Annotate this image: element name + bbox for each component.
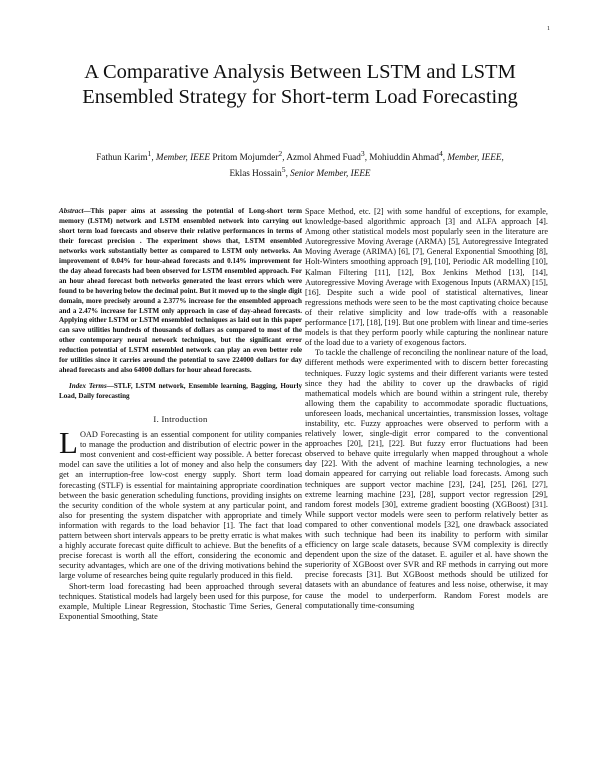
- author-3: Azmol Ahmed Fuad$^3$,: [286, 149, 367, 163]
- right-column: [305, 207, 548, 611]
- author-name: Fathun Karim: [96, 152, 148, 163]
- author-name: Eklas Hossain: [229, 167, 282, 178]
- index-terms-text: —STLF, LSTM network, Ensemble learning, Bagging, Hourly Load, Daily forecasting: [59, 382, 302, 401]
- drop-cap: L: [59, 425, 78, 461]
- right-paragraph-1: Space Method, etc. [2] with some handful of exceptions, for example, knowledge-based algorithmic approach [3] and ALFA approach [4]. Among other statistical models most popularly seen in the literature are Autoregressive Moving Average (ARMA) [5], Autoregressive Integrated Moving Average (ARIMA) [6], [7], General Exponential Smoothing [8], Holt-Winters smoothing approach [9], [10], Periodic AR modelling [10], Kalman Filtering [11], [12], Box Jenkins Method [13], [14], Autoregressive Moving Average with Exogenous Inputs (ARMAX) [15], [16]. Despite such a wide pool of statistical alternatives, linear regressions methods were seen to be the most captivating choice because of their relative simplicity and low trade-offs with a reasonable performance [17], [18], [19]. But one problem with linear and time-series models is that they perform poorly while capturing the nonlinear nature of the load due to a variety of exogenous factors.: [305, 207, 548, 348]
- intro-paragraph-1: [59, 425, 302, 581]
- section-heading-introduction: I. Introduction: [153, 414, 208, 425]
- paper-title: A Comparative Analysis Between LSTM and LSTM Ensembled Strategy for Short-term Load Forecasting: [82, 61, 518, 108]
- index-terms: [59, 382, 302, 402]
- author-name: Mohiuddin Ahmad: [369, 152, 439, 163]
- author-list: [40, 148, 560, 179]
- author-name: Pritom Mojumder: [212, 152, 279, 163]
- abstract-label: Abstract: [59, 207, 84, 215]
- index-terms-label: Index Terms: [69, 382, 107, 391]
- page-number: 1: [547, 26, 550, 32]
- intro-paragraph-1-text: OAD Forecasting is an essential component for utility companies to manage the production and distribution of electric power in the most convenient and cost-efficient way possible. A better forecast model can save the utilities a lot of money and also help the consumers get an interruption-free low-cost energy supply. Short term load forecasting (STLF) is essential for maintaining appropriate coordination between the basic generation scheduling functions, providing insights on the security condition of the whole system at any particular point, and also for presenting the system dispatcher with appropriate and timely information with regards to the load behavior [1]. The fact that load pattern between short intervals appears to be pretty erratic is what makes a highly accurate forecast quite difficult to achieve. But the benefits of a precise forecast is worth all the effort, considering the economic and security advantages, which are one of the driving motivations behind the large volume of researches being quite regularly produced in this field.: [59, 430, 302, 581]
- right-paragraph-2: To tackle the challenge of reconciling the nonlinear nature of the load, different methods were experimented with to discern better forecasting techniques. Fuzzy logic systems and their different variants were tested since they had the ability to cover up the drawbacks of rigid mathematical models which are bound within a stringent rule, thereby allowing them the capability to accommodate sporadic fluctuations, unforeseen loads, mechanical uncertainties, transmission losses, voltage instability, etc. Fuzzy approaches were observed to perform with a relatively lower, single-digit error compared to the conventional approaches [20], [21], [22]. But fuzzy error fluctuations had been observed to behave quite irregularly when mapped throughout a whole day [22]. With the advent of machine learning technologies, a new domain appeared for carrying out reliable load forecasts. Among such techniques are support vector machine [23], [24], [25], [26], [27], extreme learning machine [23], [28], support vector regression [29], random forest models [30], extreme gradient boosting (XGBoost) [31]. While support vector models were seen to perform relatively better as compared to other conventional models [32], one drawback associated with such technique had been its inability to perform with similar efficiency on large scale datasets, because SVM complexity is directly dependent upon the size of the dataset. E. aguiler et al. have shown the superiority of XGBoost over SVR and RF methods in carrying out more precise forecasts [31]. But XGBoost methods should be utilized for datasets with an abundance of features and less noise, otherwise, it may cause the model to underperform. Random Forest models are computationally time-consuming: [305, 348, 548, 610]
- intro-paragraph-2: Short-term load forecasting had been approached through several techniques. Statistical models had largely been used for this purpose, for example, Multiple Linear Regression, Stochastic Time Series, General Exponential Smoothing, State: [59, 581, 302, 621]
- author-4: Mohiuddin Ahmad$^4$, Member, IEEE,: [369, 149, 504, 163]
- abstract-text: —This paper aims at assessing the potential of Long-short term memory (LSTM) network and LSTM ensembled network into carrying out short term load forecasts and observe their relative performances in terms of their forecast precision . The experiment shows that, LSTM ensembled networks work substantially better as compared to LSTM only networks. An improvement of 0.04% for hour-ahead forecasts and 0.14% improvement for the day ahead forecasts had been observed for LSTM ensembled approach. For an hour ahead forecast both networks generated the least errors which were found to be hovering below the decimal point. But it moved up to the single digit domain, more precisely around a 2.377% increase for the ensembled approach and a 2.47% increase for LSTM only approach in case of day-ahead forecasts. Applying either LSTM or LSTM ensembled techniques as laid out in this paper can save utilities hundreds of thousands of dollars as compared to most of the other contemporary neural network techniques, but the significant error reduction potential of LSTM ensembled network can play an even better role for utilities since it carries around the potential to save 224000 dollars for day ahead forecasts and also 64000 dollars for hour ahead forecasts.: [59, 207, 302, 375]
- author-2: Pritom Mojumder$^2$,: [212, 149, 285, 163]
- left-column: [59, 207, 302, 622]
- author-1: Fathun Karim$^1$, Member, IEEE: [96, 149, 211, 163]
- author-name: Azmol Ahmed Fuad: [286, 152, 361, 163]
- author-5: Eklas Hossain$^5$, Senior Member, IEEE: [229, 164, 371, 178]
- abstract: [59, 207, 302, 376]
